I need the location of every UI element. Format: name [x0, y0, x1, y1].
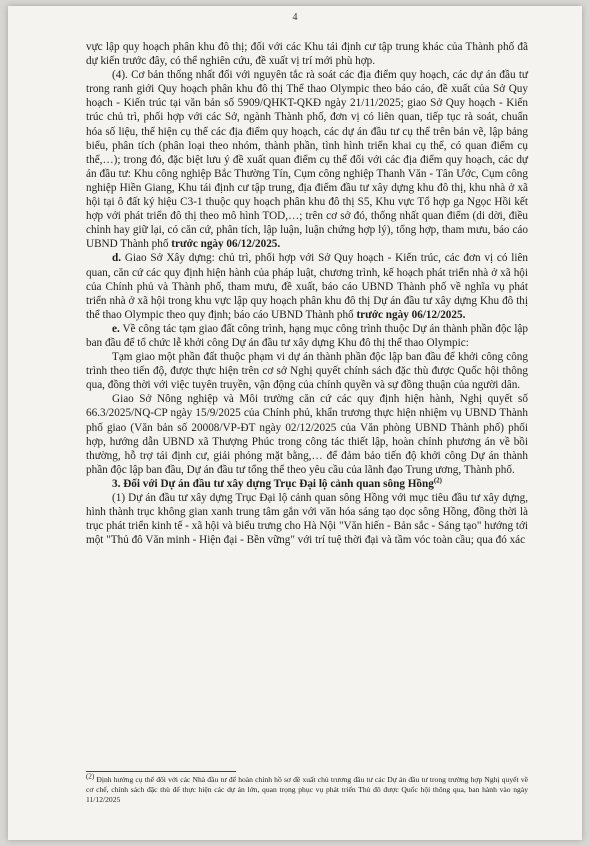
bold-run: trước ngày 06/12/2025.: [171, 238, 281, 251]
paragraph: [86, 40, 528, 68]
text-run: Tạm giao một phần đất thuộc phạm vi dự án thành phần độc lập ban đầu để khởi công công trình theo tiến độ, được thực hiện trên cơ sở Nghị quyết chính sách đặc thù được Quốc hội thông qua, đồng thời với việc tuyên truyền, vận động của chính quyền và sự đồng thuận của người dân.: [86, 351, 528, 392]
section-3-heading: [86, 477, 528, 491]
bold-run: d.: [112, 252, 122, 265]
section-3-title: 3. Đối với Dự án đầu tư xây dựng Trục Đại lộ cảnh quan sông Hồng: [112, 477, 434, 490]
paragraph: [86, 350, 528, 392]
text-run: (4). Cơ bản thống nhất đối với nguyên tắc rà soát các địa điểm quy hoạch, các dự án đầu tư trong ranh giới Quy hoạch phân khu đô thị Thể thao Olympic theo báo cáo, đề xuất của Sở Quy hoạch - Kiến trúc tại văn bản số 5909/QHKT-QKĐ ngày 21/11/2025; giao Sở Quy hoạch - Kiến trúc chủ trì, phối hợp với các Sở, ngành Thành phố, đơn vị có liên quan, tiếp tục rà soát, chuẩn hóa số liệu, thể hiện cụ thể các địa điểm quy hoạch, các dự án đầu tư cụ thể trên bản vẽ, lập bảng biểu, phân tích (phân loại theo nhóm, thành phần, tình hình triển khai cụ thể, có quan điểm cụ thể,…); trong đó, đặc biệt lưu ý đề xuất quan điểm cụ thể đối với các địa điểm quy hoạch, các dự án đầu tư: Khu công nghiệp Bắc Thường Tín, Cụm công nghiệp Thanh Văn - Tân Ước, Cụm công nghiệp Hiền Giang, Khu tái định cư tập trung, địa điểm đầu tư xây dựng khu đô thị, khu nhà ở xã hội tại ô đất ký hiệu C3-1 thuộc quy hoạch phân khu đô thị S5, Khu vực Tổ hợp ga Ngọc Hồi kết hợp với phát triển đô thị theo mô hình TOD,…; trên cơ sở đó, thống nhất quan điểm (di dời, điều chỉnh hay giữ lại, có căn cứ, phân tích, lập luận, luận chứng hợp lý), tổng hợp, tham mưu, báo cáo UBND Thành phố: [86, 69, 528, 251]
document-page: [8, 6, 582, 840]
paragraph: [86, 322, 528, 350]
footnote-mark: (2): [86, 772, 95, 781]
paragraph: [86, 392, 528, 477]
footnote-text: Định hướng cụ thể đối với các Nhà đầu tư để hoàn chỉnh hồ sơ đề xuất chủ trương đầu tư các Dự án đầu tư trong trường hợp Nghị quyết về cơ chế, chính sách đặc thù để thực hiện các dự án lớn, quan trọng phục vụ phát triển Thủ đô được Quốc hội thông qua, ban hành vào ngày 11/12/2025: [86, 775, 528, 804]
text-run: Giao Sở Nông nghiệp và Môi trường căn cứ các quy định hiện hành, Nghị quyết số 66.3/2025/NQ-CP ngày 15/9/2025 của Chính phủ, khẩn trương thực hiện nhiệm vụ UBND Thành phố giao (Văn bản số 20008/VP-ĐT ngày 02/12/2025 của Văn phòng UBND Thành phố) phối hợp, hướng dẫn UBND xã Thượng Phúc trong công tác thiết lập, hoàn chỉnh phương án về bồi thường, hỗ trợ tái định cư, giải phóng mặt bằng,… để đảm bảo tiến độ khởi công Dự án thành phần độc lập ban đầu, Dự án đầu tư tổng thể theo yêu cầu của lãnh đạo Trung ương, Thành phố.: [86, 393, 528, 476]
section-3-paragraph: (1) Dự án đầu tư xây dựng Trục Đại lộ cảnh quan sông Hồng với mục tiêu đầu tư xây dựng, hình thành trục không gian xanh trung tâm gắn với văn hóa sáng tạo dọc sông Hồng, đồng thời là trục phát triển kinh tế - xã hội và biểu trưng cho Hà Nội "Văn hiến - Bản sắc - Sáng tạo" hướng tới một "Thủ đô Văn minh - Hiện đại - Bền vững" với trí tuệ thời đại và tầm vóc toàn cầu; qua đó xác: [86, 492, 528, 547]
paragraph-list: [86, 40, 528, 477]
paragraph: [86, 251, 528, 321]
page-number: 4: [292, 12, 298, 23]
footnote: [86, 772, 528, 805]
text-run: vực lập quy hoạch phân khu đô thị; đối với các Khu tái định cư tập trung khác của Thành phố đã dự kiến trước đây, có thể nghiên cứu, đề xuất vị trí mới phù hợp.: [86, 41, 528, 68]
document-body: [86, 40, 528, 547]
bold-run: trước ngày 06/12/2025.: [356, 308, 466, 321]
text-run: Về công tác tạm giao đất công trình, hạng mục công trình thuộc Dự án thành phần độc lập ban đầu để tổ chức lễ khởi công Dự án đầu tư xây dựng Khu đô thị thể thao Olympic:: [86, 322, 528, 349]
footnote-divider: [86, 771, 236, 772]
text-run: Giao Sở Xây dựng: chủ trì, phối hợp với Sở Quy hoạch - Kiến trúc, các đơn vị có liên quan, căn cứ các quy định hiện hành của pháp luật, chương trình, kế hoạch phát triển nhà ở xã hội của Chính phủ và Thành phố, tham mưu, đề xuất, báo cáo UBND Thành phố về nghĩa vụ phát triển nhà ở xã hội trong khu vực lập quy hoạch phân khu đô thị Dự án đầu tư xây dựng Khu đô thị thể thao Olympic theo quy định; báo cáo UBND Thành phố: [86, 252, 528, 321]
bold-run: e.: [112, 322, 120, 335]
paragraph: [86, 68, 528, 251]
footnote-ref: (2): [433, 476, 443, 485]
